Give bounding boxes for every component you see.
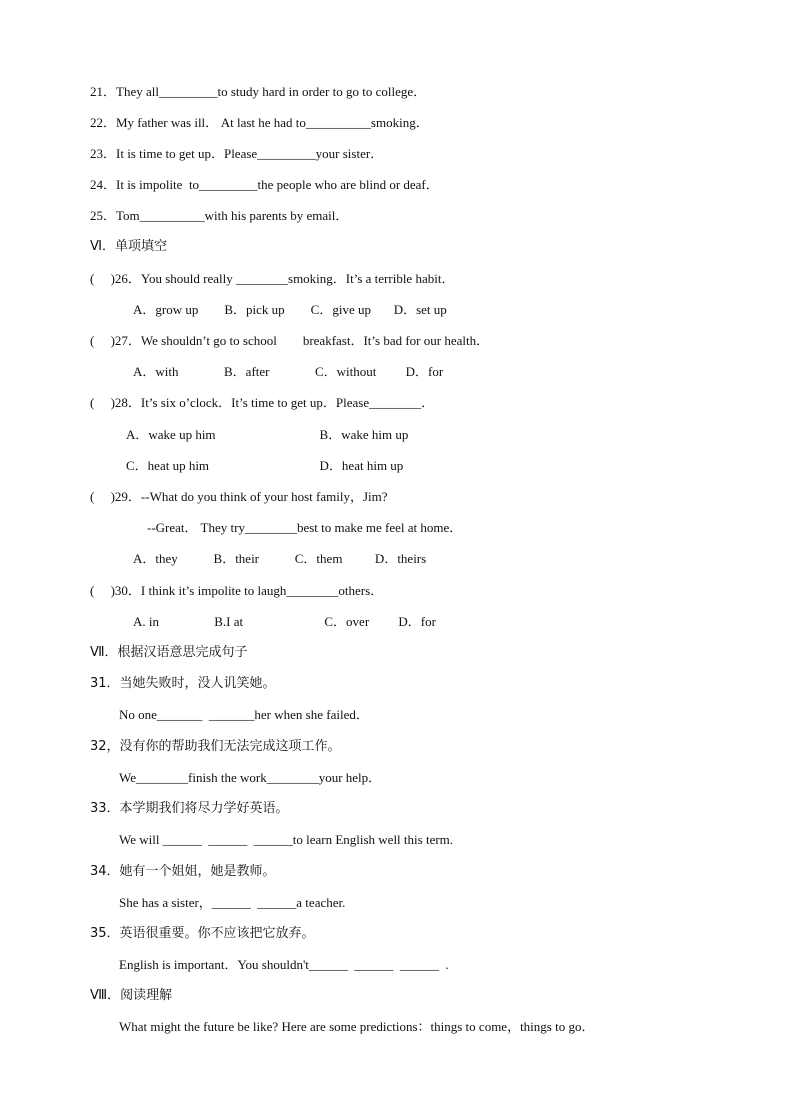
question-29-reply: --Great． They try________best to make me feel at home． [147, 520, 463, 535]
question-29: ( )29．--What do you think of your host family，Jim? [90, 489, 388, 504]
question-35-chinese: 35．英语很重要。你不应该把它放弃。 [90, 926, 315, 941]
section-8-heading: Ⅷ．阅读理解 [90, 988, 173, 1003]
question-27-options: A．with B．after C．without D．for [133, 364, 444, 379]
question-26-options: A．grow up B．pick up C．give up D．set up [133, 302, 447, 317]
question-33-chinese: 33．本学期我们将尽力学好英语。 [90, 801, 289, 816]
question-34-chinese: 34．她有一个姐姐，她是教师。 [90, 864, 276, 879]
question-29-options: A．they B．their C．them D．theirs [133, 551, 427, 566]
question-31-english: No one_______ _______her when she failed． [119, 707, 369, 722]
section-7-heading: Ⅶ．根据汉语意思完成句子 [90, 645, 248, 660]
question-24: 24．It is impolite to_________the people who are blind or deaf． [90, 177, 439, 192]
question-32-english: We________finish the work________your help． [119, 770, 382, 785]
section-6-heading: Ⅵ．单项填空 [90, 239, 167, 254]
reading-passage-intro: What might the future be like? Here are some predictions：things to come，things to go． [119, 1019, 595, 1034]
question-32-chinese: 32，没有你的帮助我们无法完成这项工作。 [90, 739, 341, 754]
question-28-options-cd: C．heat up him D．heat him up [126, 458, 404, 473]
question-22: 22．My father was ill． At last he had to__________smoking． [90, 115, 429, 130]
question-21: 21．They all_________to study hard in order to go to college． [90, 84, 427, 99]
question-33-english: We will ______ ______ ______to learn English well this term. [119, 832, 454, 847]
question-30: ( )30．I think it’s impolite to laugh________others． [90, 583, 384, 598]
question-28-options-ab: A．wake up him B．wake him up [126, 427, 409, 442]
question-25: 25．Tom__________with his parents by email． [90, 208, 349, 223]
question-35-english: English is important．You shouldn't______ ______ ______ . [119, 957, 449, 972]
question-34-english: She has a sister，______ ______a teacher. [119, 895, 346, 910]
question-26: ( )26．You should really ________smoking．It’s a terrible habit． [90, 271, 455, 286]
question-31-chinese: 31．当她失败时，没人讥笑她。 [90, 676, 276, 691]
question-27: ( )27．We shouldn’t go to school breakfast．It’s bad for our health． [90, 333, 490, 348]
question-30-options: A. in B.I at C．over D．for [133, 614, 436, 629]
question-28: ( )28．It’s six o’clock．It’s time to get up．Please________． [90, 395, 435, 410]
question-23: 23．It is time to get up．Please_________your sister． [90, 146, 384, 161]
